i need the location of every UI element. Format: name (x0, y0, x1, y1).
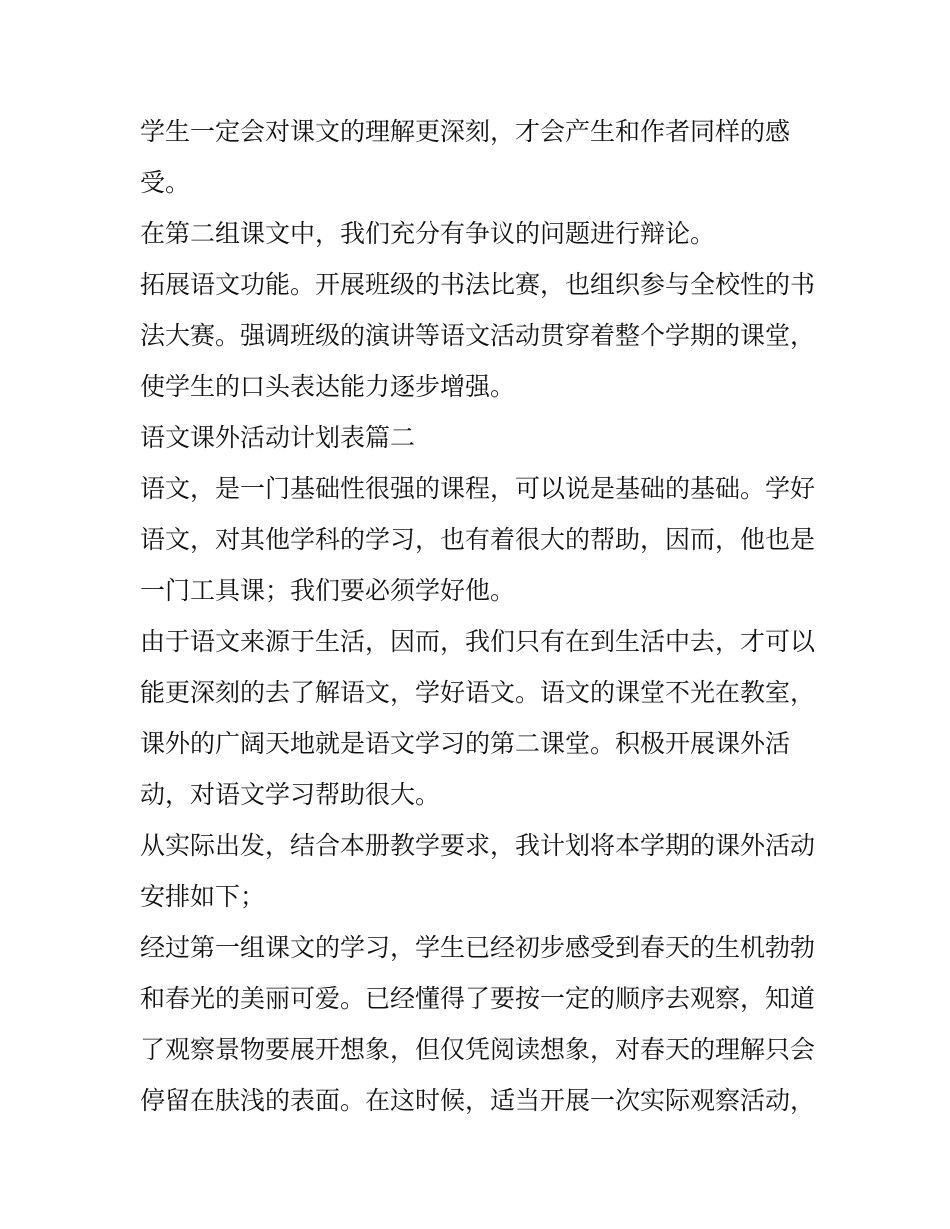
text-line: 一门工具课；我们要必须学好他。 (140, 576, 516, 605)
text-line: 停留在肤浅的表面。在这时候，适当开展一次实际观察活动， (140, 1086, 816, 1115)
text-line: 经过第一组课文的学习，学生已经初步感受到春天的生机勃勃 (140, 933, 816, 962)
text-line: 课外的广阔天地就是语文学习的第二课堂。积极开展课外活 (140, 729, 791, 758)
text-line: 学生一定会对课文的理解更深刻，才会产生和作者同样的感 (140, 117, 791, 146)
text-line: 安排如下； (140, 882, 266, 911)
text-line: 在第二组课文中，我们充分有争议的问题进行辩论。 (140, 219, 716, 248)
text-line: 了观察景物要展开想象，但仅凭阅读想象，对春天的理解只会 (140, 1035, 816, 1064)
text-line: 由于语文来源于生活，因而，我们只有在到生活中去，才可以 (140, 627, 816, 656)
text-line: 法大赛。强调班级的演讲等语文活动贯穿着整个学期的课堂， (140, 321, 816, 350)
text-line: 使学生的口头表达能力逐步增强。 (140, 372, 516, 401)
document-body (140, 106, 820, 1126)
text-line: 拓展语文功能。开展班级的书法比赛，也组织参与全校性的书 (140, 270, 816, 299)
section-heading: 语文课外活动计划表篇二 (140, 423, 416, 452)
text-line: 受。 (140, 168, 191, 197)
text-line: 能更深刻的去了解语文，学好语文。语文的课堂不光在教室， (140, 678, 816, 707)
text-line: 语文，对其他学科的学习，也有着很大的帮助，因而，他也是 (140, 525, 816, 554)
text-line: 语文，是一门基础性很强的课程，可以说是基础的基础。学好 (140, 474, 816, 503)
text-line: 动，对语文学习帮助很大。 (140, 780, 441, 809)
text-line: 和春光的美丽可爱。已经懂得了要按一定的顺序去观察，知道 (140, 984, 816, 1013)
text-line: 从实际出发，结合本册教学要求，我计划将本学期的课外活动 (140, 831, 816, 860)
